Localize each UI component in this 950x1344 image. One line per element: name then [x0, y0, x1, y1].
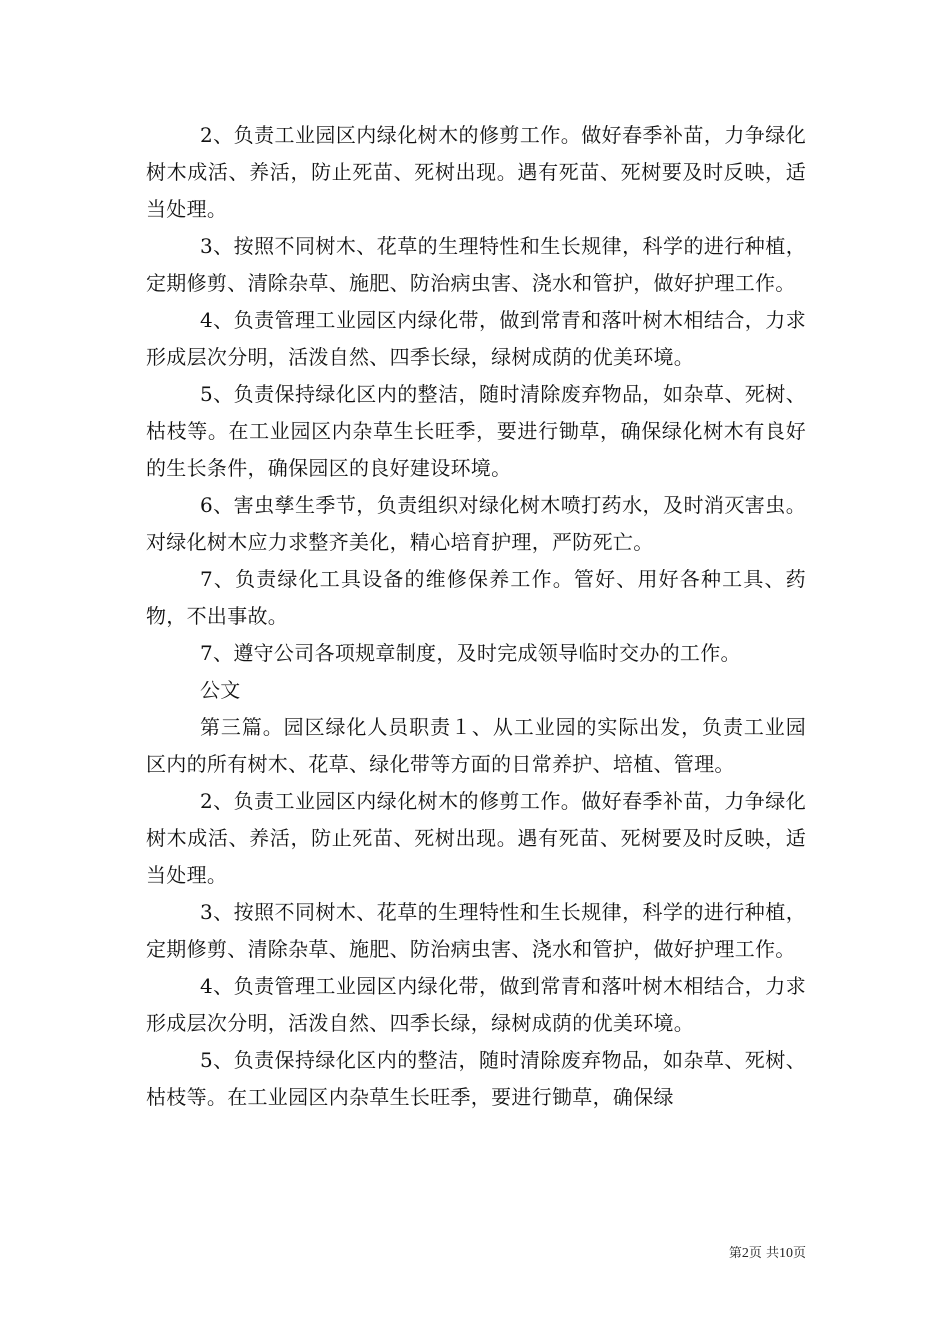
total-pages-number: 10	[778, 1246, 793, 1261]
footer-prefix: 第	[728, 1246, 742, 1261]
footer-middle: 页 共	[748, 1246, 779, 1261]
paragraph: 5、负责保持绿化区内的整洁，随时清除废弃物品，如杂草、死树、枯枝等。在工业园区内杂草生长旺季，要进行锄草，确保绿化树木有良好的生长条件，确保园区的良好建设环境。	[146, 382, 806, 480]
paragraph: 第三篇。园区绿化人员职责１、从工业园的实际出发，负责工业园区内的所有树木、花草、绿化带等方面的日常养护、培植、管理。	[146, 715, 806, 776]
paragraph: 2、负责工业园区内绿化树木的修剪工作。做好春季补苗，力争绿化树木成活、养活，防止死苗、死树出现。遇有死苗、死树要及时反映，适当处理。	[146, 123, 806, 221]
paragraph: 3、按照不同树木、花草的生理特性和生长规律，科学的进行种植，定期修剪、清除杂草、施肥、防治病虫害、浇水和管护，做好护理工作。	[146, 900, 806, 961]
paragraph: 4、负责管理工业园区内绿化带，做到常青和落叶树木相结合，力求形成层次分明，活泼自然、四季长绿，绿树成荫的优美环境。	[146, 974, 806, 1035]
paragraph: 5、负责保持绿化区内的整洁，随时清除废弃物品，如杂草、死树、枯枝等。在工业园区内杂草生长旺季，要进行锄草，确保绿	[146, 1048, 806, 1109]
document-body	[146, 117, 806, 1116]
paragraph: 3、按照不同树木、花草的生理特性和生长规律，科学的进行种植，定期修剪、清除杂草、施肥、防治病虫害、浇水和管护，做好护理工作。	[146, 234, 806, 295]
paragraph: 公文	[200, 678, 241, 702]
paragraph: 6、害虫孳生季节，负责组织对绿化树木喷打药水，及时消灭害虫。对绿化树木应力求整齐美化，精心培育护理，严防死亡。	[146, 493, 806, 554]
paragraph: 4、负责管理工业园区内绿化带，做到常青和落叶树木相结合，力求形成层次分明，活泼自然、四季长绿，绿树成荫的优美环境。	[146, 308, 806, 369]
current-page-number: 2	[741, 1246, 749, 1261]
page-number-footer	[729, 1245, 806, 1263]
paragraph: 7、负责绿化工具设备的维修保养工作。管好、用好各种工具、药物，不出事故。	[146, 567, 806, 628]
paragraph: 7、遵守公司各项规章制度，及时完成领导临时交办的工作。	[200, 641, 741, 665]
paragraph: 2、负责工业园区内绿化树木的修剪工作。做好春季补苗，力争绿化树木成活、养活，防止死苗、死树出现。遇有死苗、死树要及时反映，适当处理。	[146, 789, 806, 887]
footer-suffix: 页	[792, 1246, 806, 1261]
